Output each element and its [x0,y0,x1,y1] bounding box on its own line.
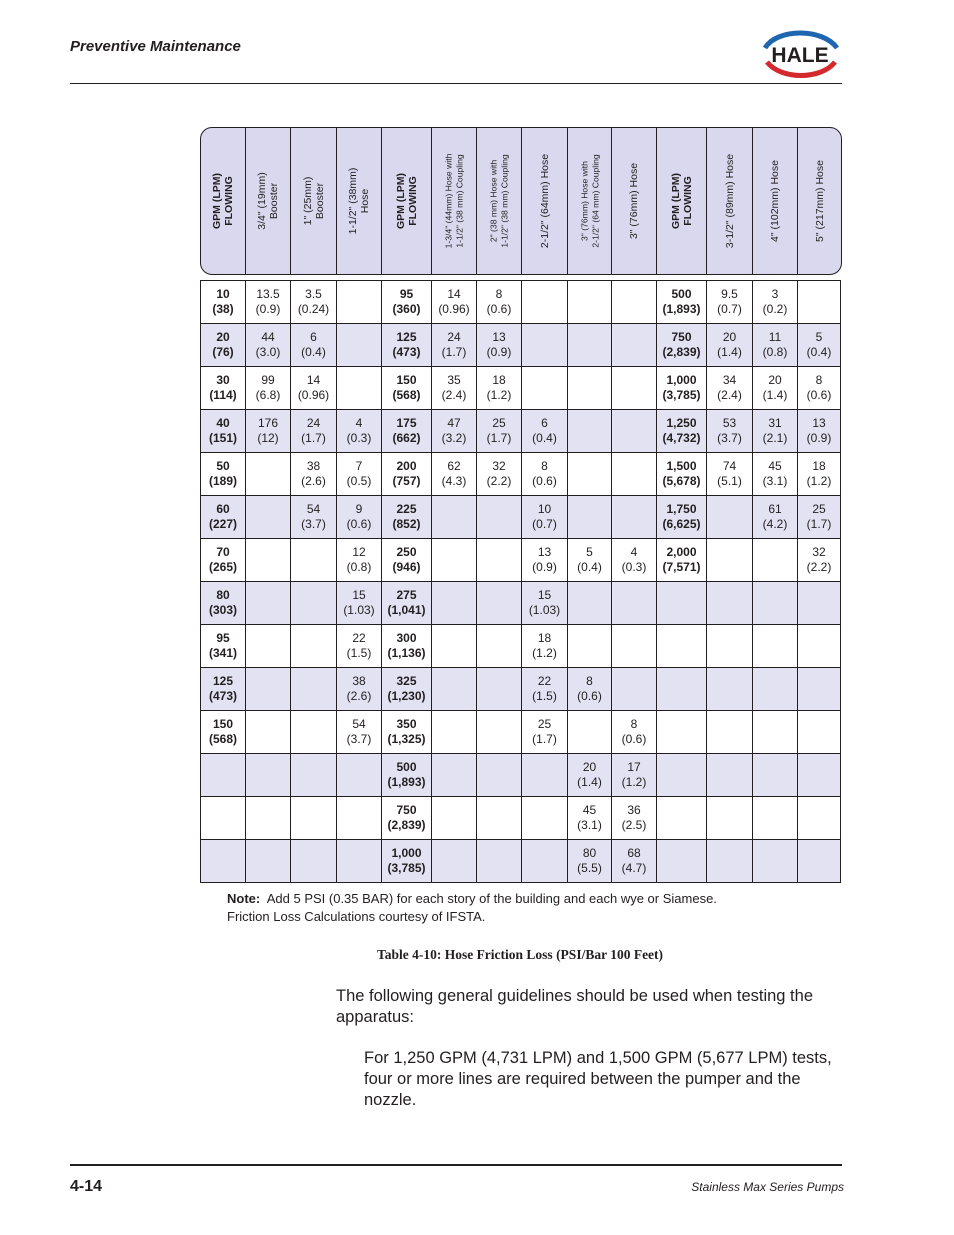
table-cell [612,453,657,496]
table-cell: 24 (1.7) [432,324,477,367]
table-cell: 22 (1.5) [522,668,568,711]
table-cell [753,668,798,711]
table-cell [291,582,337,625]
footer-rule [70,1164,842,1166]
table-cell: 14 (0.96) [432,281,477,324]
table-cell: 225 (852) [382,496,432,539]
table-cell: 750 (2,839) [657,324,707,367]
table-cell: 8 (0.6) [568,668,612,711]
table-cell [246,668,291,711]
table-cell [798,840,841,883]
table-cell [477,711,522,754]
table-row [201,668,841,711]
table-cell [246,539,291,582]
table-cell [707,496,753,539]
table-cell: 53 (3.7) [707,410,753,453]
table-cell: 5 (0.4) [798,324,841,367]
table-cell: 275 (1,041) [382,582,432,625]
table-cell [522,324,568,367]
table-cell: 150 (568) [382,367,432,410]
hale-logo [757,26,843,82]
table-cell: 1,500 (5,678) [657,453,707,496]
column-header-label: 1-1/2" (38mm) Hose [347,167,371,235]
table-cell [657,582,707,625]
table-cell [337,367,382,410]
table-cell [753,711,798,754]
table-cell [477,668,522,711]
column-header-2 [291,128,337,274]
table-row [201,367,841,410]
table-cell: 30 (114) [201,367,246,410]
table-cell [568,367,612,410]
guideline-item: For 1,250 GPM (4,731 LPM) and 1,500 GPM (5,677 LPM) tests, four or more lines are required between the pumper and the nozzle. [364,1049,832,1109]
table-cell [798,797,841,840]
table-cell: 2,000 (7,571) [657,539,707,582]
table-cell [246,453,291,496]
table-cell: 68 (4.7) [612,840,657,883]
table-cell [612,496,657,539]
column-header-7 [522,128,568,274]
table-cell [568,711,612,754]
table-cell: 125 (473) [201,668,246,711]
table-cell: 20 (1.4) [753,367,798,410]
table-cell [568,582,612,625]
table-cell: 250 (946) [382,539,432,582]
table-cell [568,625,612,668]
table-cell: 40 (151) [201,410,246,453]
table-cell [477,840,522,883]
column-header-label: GPM (LPM) FLOWING [394,173,419,229]
table-cell [798,625,841,668]
table-cell [707,582,753,625]
table-cell [612,367,657,410]
table-cell [291,797,337,840]
table-cell: 500 (1,893) [382,754,432,797]
table-cell [568,496,612,539]
table-cell [432,539,477,582]
column-header-4 [382,128,432,274]
table-row [201,625,841,668]
table-cell [612,281,657,324]
table-cell [432,797,477,840]
table-cell: 31 (2.1) [753,410,798,453]
table-cell: 4 (0.3) [612,539,657,582]
table-cell: 8 (0.6) [522,453,568,496]
table-cell: 9 (0.6) [337,496,382,539]
table-cell: 1,000 (3,785) [657,367,707,410]
column-header-3 [337,128,382,274]
column-header-9 [612,128,657,274]
table-cell [246,797,291,840]
table-cell [432,711,477,754]
table-cell [612,625,657,668]
table-cell [612,668,657,711]
table-cell: 54 (3.7) [337,711,382,754]
table-cell: 54 (3.7) [291,496,337,539]
table-note [227,890,717,926]
header-rule [70,83,842,84]
table-cell [753,539,798,582]
table-cell: 18 (1.2) [522,625,568,668]
table-row [201,324,841,367]
table-cell [707,539,753,582]
table-cell: 10 (38) [201,281,246,324]
table-cell [477,754,522,797]
table-cell [798,668,841,711]
table-cell [432,496,477,539]
table-cell [337,754,382,797]
table-row [201,711,841,754]
table-cell: 17 (1.2) [612,754,657,797]
column-header-label: 2-1/2" (64mm) Hose [538,153,551,249]
table-cell: 750 (2,839) [382,797,432,840]
table-cell [477,496,522,539]
table-cell: 38 (2.6) [337,668,382,711]
column-header-10 [657,128,707,274]
table-cell [798,582,841,625]
table-row [201,410,841,453]
table-cell [201,797,246,840]
table-cell: 125 (473) [382,324,432,367]
table-row [201,582,841,625]
column-header-label: 3/4" (19mm) Booster [256,172,280,230]
table-cell [612,582,657,625]
table-row [201,840,841,883]
table-cell [522,281,568,324]
table-cell [707,625,753,668]
table-cell [432,582,477,625]
note-line-2: Friction Loss Calculations courtesy of IFSTA. [227,909,486,924]
table-cell [337,281,382,324]
table-cell [707,840,753,883]
table-cell [291,754,337,797]
column-header-label: 1-3/4" (44mm) Hose with 1-1/2" (38 mm) Coupling [443,153,464,249]
table-cell [657,625,707,668]
table-cell: 32 (2.2) [477,453,522,496]
table-cell [753,754,798,797]
table-cell: 44 (3.0) [246,324,291,367]
table-cell [432,754,477,797]
table-cell: 74 (5.1) [707,453,753,496]
table-cell [246,582,291,625]
table-cell: 13 (0.9) [477,324,522,367]
table-cell: 5 (0.4) [568,539,612,582]
column-header-0 [201,128,246,274]
table-cell: 38 (2.6) [291,453,337,496]
guidelines-intro: The following general guidelines should be used when testing the apparatus: [336,987,813,1026]
column-header-6 [477,128,522,274]
table-cell [657,711,707,754]
table-row [201,797,841,840]
table-cell [707,711,753,754]
table-cell: 95 (341) [201,625,246,668]
table-cell [798,754,841,797]
table-cell [246,754,291,797]
table-cell [291,625,337,668]
table-cell: 13 (0.9) [798,410,841,453]
column-header-1 [246,128,291,274]
note-line-1: Add 5 PSI (0.35 BAR) for each story of the building and each wye or Siamese. [266,891,717,906]
table-row [201,754,841,797]
table-cell [612,410,657,453]
table-cell: 99 (6.8) [246,367,291,410]
table-cell: 61 (4.2) [753,496,798,539]
table-cell: 350 (1,325) [382,711,432,754]
table-cell [568,453,612,496]
table-cell [246,840,291,883]
table-cell [477,625,522,668]
table-cell [753,797,798,840]
table-cell: 45 (3.1) [568,797,612,840]
table-cell: 32 (2.2) [798,539,841,582]
table-cell: 15 (1.03) [522,582,568,625]
table-cell: 95 (360) [382,281,432,324]
column-header-label: 3" (76mm) Hose [628,162,640,240]
svg-text:HALE: HALE [771,44,829,67]
table-cell [522,840,568,883]
table-cell [201,840,246,883]
table-cell [568,324,612,367]
table-cell [432,668,477,711]
table-cell: 25 (1.7) [477,410,522,453]
table-cell: 10 (0.7) [522,496,568,539]
column-header-label: 2" (38 mm) Hose with 1-1/2" (38 mm) Coupling [488,154,509,248]
column-header-label: GPM (LPM) FLOWING [669,173,694,229]
column-header-label: GPM (LPM) FLOWING [211,173,235,229]
table-cell: 20 (76) [201,324,246,367]
table-cell: 9.5 (0.7) [707,281,753,324]
table-cell [201,754,246,797]
table-row [201,539,841,582]
table-cell [753,582,798,625]
table-cell: 22 (1.5) [337,625,382,668]
table-cell: 8 (0.6) [798,367,841,410]
table-cell: 300 (1,136) [382,625,432,668]
table-cell: 500 (1,893) [657,281,707,324]
table-cell [798,711,841,754]
table-cell: 20 (1.4) [568,754,612,797]
table-cell: 13.5 (0.9) [246,281,291,324]
table-cell: 11 (0.8) [753,324,798,367]
table-cell [798,281,841,324]
table-cell [337,797,382,840]
table-cell [753,625,798,668]
table-cell [657,797,707,840]
table-cell: 18 (1.2) [798,453,841,496]
table-cell [522,797,568,840]
column-header-label: 3" (76mm) Hose with 2-1/2" (64 mm) Coupling [579,154,600,248]
table-row [201,496,841,539]
column-header-label: 1" (25mm) Booster [301,176,326,226]
column-header-11 [707,128,753,274]
table-cell: 34 (2.4) [707,367,753,410]
table-cell: 6 (0.4) [291,324,337,367]
table-cell: 1,000 (3,785) [382,840,432,883]
table-cell [477,539,522,582]
table-cell: 25 (1.7) [522,711,568,754]
table-cell: 70 (265) [201,539,246,582]
table-cell: 3.5 (0.24) [291,281,337,324]
table-cell [568,410,612,453]
table-cell [707,797,753,840]
table-cell [522,754,568,797]
footer-product: Stainless Max Series Pumps [691,1180,844,1194]
table-cell [657,754,707,797]
friction-loss-table [200,280,841,883]
table-cell: 25 (1.7) [798,496,841,539]
table-cell: 8 (0.6) [612,711,657,754]
column-header-label: 5" (217mm) Hose [813,160,826,242]
table-caption: Table 4-10: Hose Friction Loss (PSI/Bar 100 Feet) [376,947,664,962]
table-cell [291,711,337,754]
table-row [201,281,841,324]
table-cell [291,668,337,711]
table-cell: 12 (0.8) [337,539,382,582]
table-cell: 8 (0.6) [477,281,522,324]
table-cell: 36 (2.5) [612,797,657,840]
table-cell: 60 (227) [201,496,246,539]
table-cell [753,840,798,883]
table-cell [522,367,568,410]
table-cell: 150 (568) [201,711,246,754]
table-cell [657,840,707,883]
table-cell: 1,750 (6,625) [657,496,707,539]
table-cell: 4 (0.3) [337,410,382,453]
table-cell [477,582,522,625]
table-cell [612,324,657,367]
table-cell: 13 (0.9) [522,539,568,582]
table-cell [568,281,612,324]
table-cell [246,711,291,754]
table-header [200,127,842,275]
table-cell [246,625,291,668]
table-cell: 45 (3.1) [753,453,798,496]
table-cell [246,496,291,539]
column-header-13 [798,128,841,274]
table-cell: 62 (4.3) [432,453,477,496]
note-label: Note: [227,891,261,906]
table-cell: 18 (1.2) [477,367,522,410]
table-cell [337,840,382,883]
table-cell: 1,250 (4,732) [657,410,707,453]
table-cell: 176 (12) [246,410,291,453]
column-header-label: 3-1/2" (89mm) Hose [723,153,736,249]
table-cell: 47 (3.2) [432,410,477,453]
table-cell: 200 (757) [382,453,432,496]
table-cell: 7 (0.5) [337,453,382,496]
table-cell: 14 (0.96) [291,367,337,410]
table-cell [477,797,522,840]
section-title: Preventive Maintenance [70,38,241,55]
table-cell: 20 (1.4) [707,324,753,367]
table-cell [291,840,337,883]
column-header-12 [753,128,798,274]
table-cell [707,668,753,711]
table-cell: 80 (303) [201,582,246,625]
table-row [201,453,841,496]
table-cell: 15 (1.03) [337,582,382,625]
table-cell [707,754,753,797]
table-cell: 50 (189) [201,453,246,496]
table-cell: 175 (662) [382,410,432,453]
column-header-label: 4" (102mm) Hose [769,160,781,242]
table-cell: 6 (0.4) [522,410,568,453]
table-cell [432,625,477,668]
table-cell: 3 (0.2) [753,281,798,324]
table-cell [291,539,337,582]
page-number: 4-14 [70,1178,103,1195]
table-cell: 24 (1.7) [291,410,337,453]
table-cell [337,324,382,367]
table-cell: 325 (1,230) [382,668,432,711]
table-cell [657,668,707,711]
column-header-5 [432,128,477,274]
table-cell: 80 (5.5) [568,840,612,883]
table-cell: 35 (2.4) [432,367,477,410]
table-cell [432,840,477,883]
column-header-8 [568,128,612,274]
